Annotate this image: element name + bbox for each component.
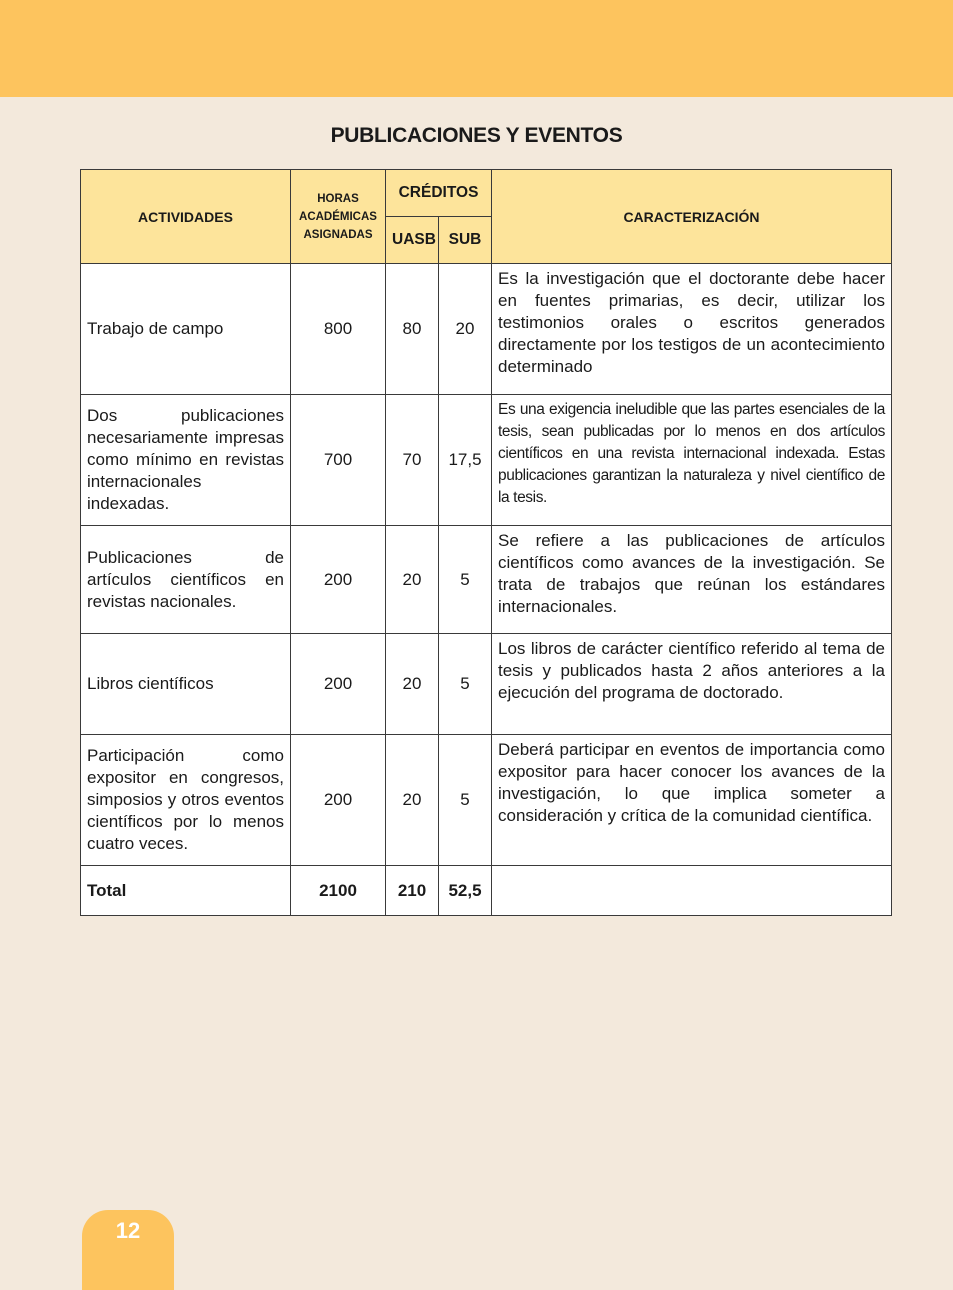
total-description-empty — [492, 866, 892, 916]
page-number-tab — [82, 1210, 174, 1290]
header-sub: SUB — [439, 217, 492, 264]
header-horas: HORAS ACADÉMICAS ASIGNADAS — [291, 170, 386, 264]
total-uasb: 210 — [386, 866, 439, 916]
uasb-cell: 80 — [386, 264, 439, 395]
total-sub: 52,5 — [439, 866, 492, 916]
hours-cell: 200 — [291, 526, 386, 634]
uasb-cell: 70 — [386, 395, 439, 526]
sub-cell: 17,5 — [439, 395, 492, 526]
sub-cell: 20 — [439, 264, 492, 395]
uasb-cell: 20 — [386, 526, 439, 634]
sub-cell: 5 — [439, 526, 492, 634]
hours-cell: 200 — [291, 634, 386, 735]
activity-cell: Participación como expositor en congresos, simposios y otros eventos científicos por lo menos cuatro veces. — [81, 735, 291, 866]
description-cell: Es una exigencia ineludible que las partes esenciales de la tesis, sean publicadas por lo menos en dos artículos científicos en una revista internacional indexada. Estas publicaciones garantizan la naturaleza y nivel científico de la tesis. — [492, 395, 892, 526]
sub-cell: 5 — [439, 735, 492, 866]
activity-cell: Publicaciones de artículos científicos en revistas nacionales. — [81, 526, 291, 634]
description-cell: Los libros de carácter científico referido al tema de tesis y publicados hasta 2 años anteriores a la ejecución del programa de doctorado. — [492, 634, 892, 735]
total-row — [81, 866, 892, 916]
activities-table — [80, 169, 892, 916]
header-caracterizacion: CARACTERIZACIÓN — [492, 170, 892, 264]
page-number: 12 — [115, 1218, 141, 1243]
hours-cell: 200 — [291, 735, 386, 866]
sub-cell: 5 — [439, 634, 492, 735]
table-row — [81, 395, 892, 526]
uasb-cell: 20 — [386, 735, 439, 866]
description-cell: Se refiere a las publicaciones de artículos científicos como avances de la investigación. Se trata de trabajos que reúnan los estándares internacionales. — [492, 526, 892, 634]
page-title: PUBLICACIONES Y EVENTOS — [330, 124, 623, 147]
hours-cell: 800 — [291, 264, 386, 395]
activity-cell: Dos publicaciones necesariamente impresas como mínimo en revistas internacionales indexadas. — [81, 395, 291, 526]
table-row — [81, 526, 892, 634]
table-row — [81, 634, 892, 735]
description-cell: Deberá participar en eventos de importancia como expositor para hacer conocer los avances de la investigación, lo que implica someter a consideración y crítica de la comunidad científica. — [492, 735, 892, 866]
total-label: Total — [81, 866, 291, 916]
header-uasb: UASB — [386, 217, 439, 264]
header-actividades: ACTIVIDADES — [81, 170, 291, 264]
activity-cell: Libros científicos — [81, 634, 291, 735]
header-creditos: CRÉDITOS — [386, 170, 492, 217]
uasb-cell: 20 — [386, 634, 439, 735]
total-hours: 2100 — [291, 866, 386, 916]
description-cell: Es la investigación que el doctorante debe hacer en fuentes primarias, es decir, utilizar los testimonios orales o escritos generados directamente por los testigos de un acontecimiento determinado — [492, 264, 892, 395]
top-banner — [0, 0, 953, 97]
activity-cell: Trabajo de campo — [81, 264, 291, 395]
table-row — [81, 735, 892, 866]
hours-cell: 700 — [291, 395, 386, 526]
table-row — [81, 264, 892, 395]
